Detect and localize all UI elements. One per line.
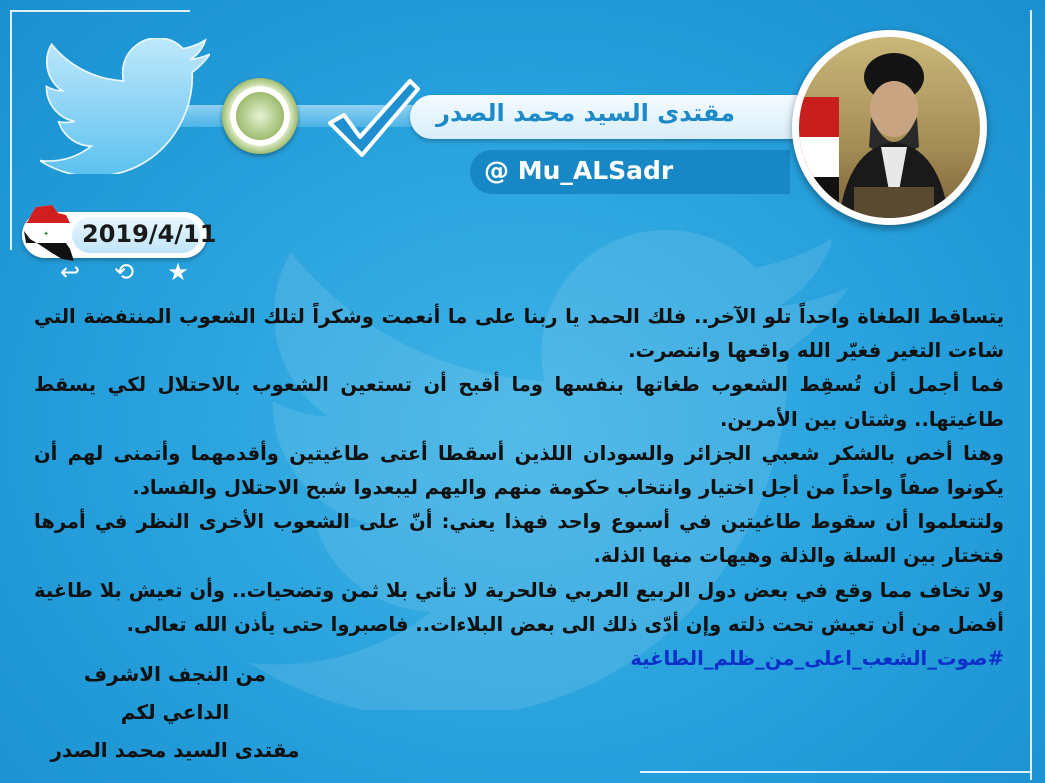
logo-emblem xyxy=(236,92,284,140)
account-handle[interactable]: @ Mu_ALSadr xyxy=(484,156,674,185)
frame-top-line xyxy=(10,10,190,12)
retweet-icon[interactable]: ⟲ xyxy=(113,258,135,286)
frame-left-line xyxy=(10,10,12,250)
frame-bottom-line xyxy=(640,771,1032,773)
signature-line: الداعي لكم xyxy=(120,700,230,724)
name-bar xyxy=(410,95,800,139)
organization-logo xyxy=(222,78,298,154)
frame-right-line xyxy=(1030,10,1032,780)
tweet-paragraph: فما أجمل أن تُسقِط الشعوب طغاتها بنفسها وما أقبح أن تستعين الشعوب بالاحتلال لكي يسقط طاغيتها.. وشتان بين الأمرين. xyxy=(34,373,1004,431)
tweet-paragraph: ولا تخاف مما وقع في بعض دول الربيع العربي فالحرية لا تأتي بلا ثمن وتضحيات.. وأن تعيش بلا طاغية أفضل من أن تعيش تحت ذلته وإن أدّى ذلك الى بعض البلاءات.. فاصبروا حتى يأذن الله تعالى. xyxy=(34,578,1004,636)
account-name: مقتدى السيد محمد الصدر xyxy=(436,99,735,127)
twitter-bird-icon xyxy=(40,38,210,174)
tweet-date: 2019/4/11 xyxy=(82,220,217,248)
date-inner xyxy=(72,217,217,253)
verified-check-icon xyxy=(322,75,422,160)
tweet-paragraph: ولتتعلموا أن سقوط طاغيتين في أسبوع واحد فهذا يعني: أنّ على الشعوب الأخرى النظر في أمرها فتختار بين السلة والذلة وهيهات منها الذلة. xyxy=(34,510,1004,568)
signature-block xyxy=(40,655,310,769)
tweet-actions xyxy=(55,258,193,286)
iraq-map-flag-icon xyxy=(22,205,74,263)
tweet-paragraph: وهنا أخص بالشكر شعبي الجزائر والسودان اللذين أسقطا أعتى طاغيتين وأقدمهما وأتمنى لهم أن يكونوا صفاً واحداً من أجل اختيار وانتخاب حكومة منهم واليهم ليبعدوا شبح الاحتلال والفساد. xyxy=(34,441,1004,500)
star-icon[interactable]: ★ xyxy=(167,258,189,286)
signature-line: من النجف الاشرف xyxy=(83,662,267,686)
portrait-image xyxy=(799,37,980,218)
profile-portrait xyxy=(792,30,987,225)
signature-line: مقتدى السيد محمد الصدر xyxy=(50,738,300,762)
tweet-paragraph: يتساقط الطغاة واحداً تلو الآخر.. فلك الحمد يا ربنا على ما أنعمت وشكراً لتلك الشعوب المنتفضة التي شاءت التغير فغيّر الله واقعها وانتصرت. xyxy=(34,305,1004,363)
portrait-figure-icon xyxy=(799,37,980,218)
tweet-body xyxy=(34,300,1004,676)
handle-bar xyxy=(470,150,790,194)
svg-text:✦: ✦ xyxy=(43,230,49,238)
reply-icon[interactable]: ↩ xyxy=(59,258,81,286)
tweet-hashtag[interactable]: #صوت_الشعب_اعلى_من_ظلم_الطاغية xyxy=(630,647,1004,671)
